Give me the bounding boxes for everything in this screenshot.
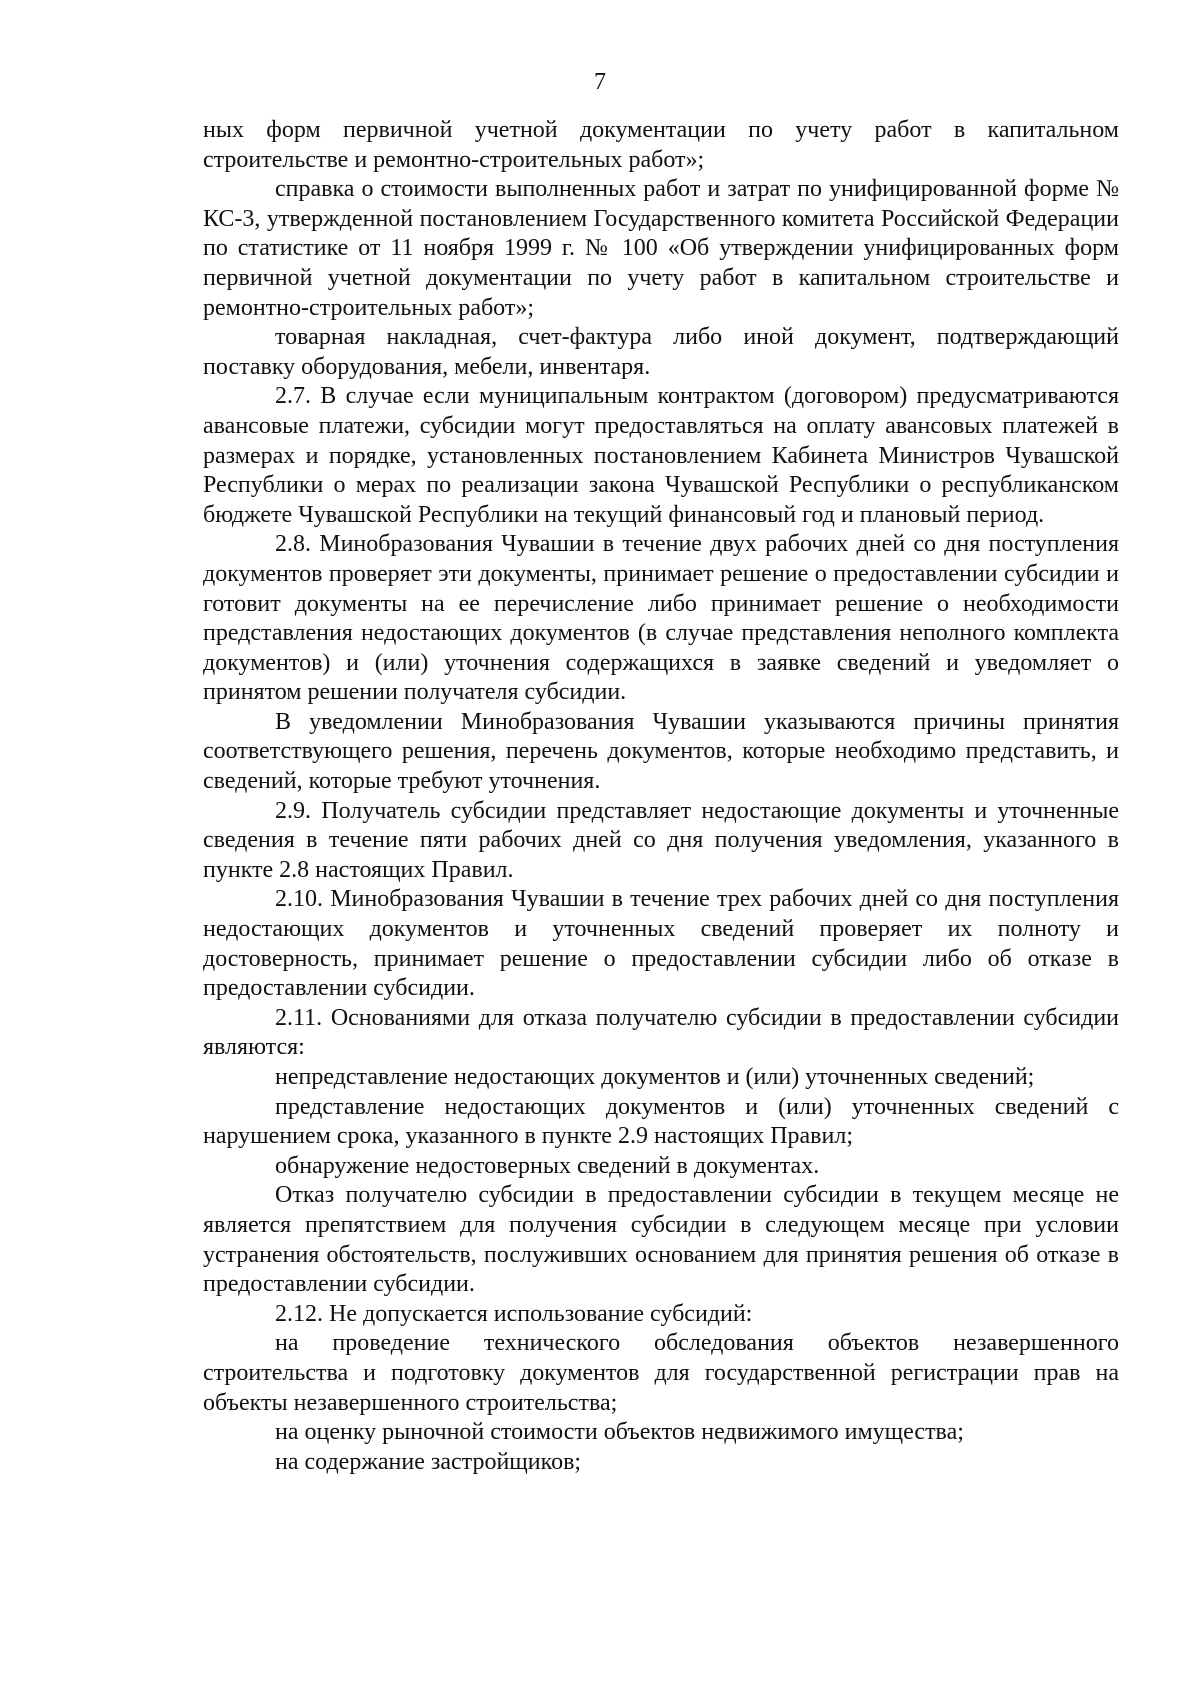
page-number: 7 xyxy=(594,69,606,95)
paragraph-2-9: 2.9. Получатель субсидии представляет недостающие документы и уточненные сведения в течение пяти рабочих дней со дня получения уведомления, указанного в пункте 2.8 настоящих Правил. xyxy=(203,797,1119,883)
paragraph-2-12: 2.12. Не допускается использование субсидий: xyxy=(275,1300,753,1327)
document-body xyxy=(203,116,1119,1477)
paragraph-2-8: 2.8. Минобразования Чувашии в течение двух рабочих дней со дня поступления документов проверяет эти документы, принимает решение о предоставлении субсидии и готовит документы на ее перечисление либо принимает решение о необходимости представления недостающих документов (в случае представления неполного комплекта документов) и (или) уточнения содержащихся в заявке сведений и уведомляет о принятом решении получателя субсидии. xyxy=(203,531,1119,706)
paragraph: товарная накладная, счет-фактура либо иной документ, подтверждающий поставку оборудования, мебели, инвентаря. xyxy=(203,324,1119,380)
paragraph: обнаружение недостоверных сведений в документах. xyxy=(275,1152,820,1179)
paragraph-continuation: ных форм первичной учетной документации по учету работ в капитальном строительстве и ремонтно-строительных работ»; xyxy=(203,117,1119,173)
paragraph: на содержание застройщиков; xyxy=(275,1448,582,1475)
paragraph: на проведение технического обследования объектов незавершенного строительства и подготовку документов для государственной регистрации прав на объекты незавершенного строительства; xyxy=(203,1330,1119,1416)
paragraph-2-11: 2.11. Основаниями для отказа получателю субсидии в предоставлении субсидии являются: xyxy=(203,1004,1119,1061)
paragraph: Отказ получателю субсидии в предоставлении субсидии в текущем месяце не является препятствием для получения субсидии в следующем месяце при условии устранения обстоятельств, послуживших основанием для принятия решения об отказе в предоставлении субсидии. xyxy=(203,1182,1119,1298)
paragraph: В уведомлении Минобразования Чувашии указываются причины принятия соответствующего решения, перечень документов, которые необходимо представить, и сведений, которые требуют уточнения. xyxy=(203,708,1119,795)
paragraph-2-7: 2.7. В случае если муниципальным контрактом (договором) предусматриваются авансовые платежи, субсидии могут предоставляться на оплату авансовых платежей в размерах и порядке, установленных постановлением Кабинета Министров Чувашской Республики о мерах по реализации закона Чувашской Республики о республиканском бюджете Чувашской Республики на текущий финансовый год и плановый период. xyxy=(203,383,1119,528)
paragraph: представление недостающих документов и (или) уточненных сведений с нарушением срока, указанного в пункте 2.9 настоящих Правил; xyxy=(203,1093,1119,1150)
paragraph: справка о стоимости выполненных работ и затрат по унифицированной форме № КС-3, утвержденной постановлением Государственного комитета Российской Федерации по статистике от 11 ноября 1999 г. № 100 «Об утверждении унифицированных форм первичной учетной документации по учету работ в капитальном строительстве и ремонтно-строительных работ»; xyxy=(203,176,1119,321)
paragraph: непредставление недостающих документов и (или) уточненных сведений; xyxy=(275,1064,1035,1090)
paragraph: на оценку рыночной стоимости объектов недвижимого имущества; xyxy=(275,1419,964,1446)
paragraph-2-10: 2.10. Минобразования Чувашии в течение трех рабочих дней со дня поступления недостающих документов и уточненных сведений проверяет их полноту и достоверность, принимает решение о предоставлении субсидии либо об отказе в предоставлении субсидии. xyxy=(203,886,1119,1002)
